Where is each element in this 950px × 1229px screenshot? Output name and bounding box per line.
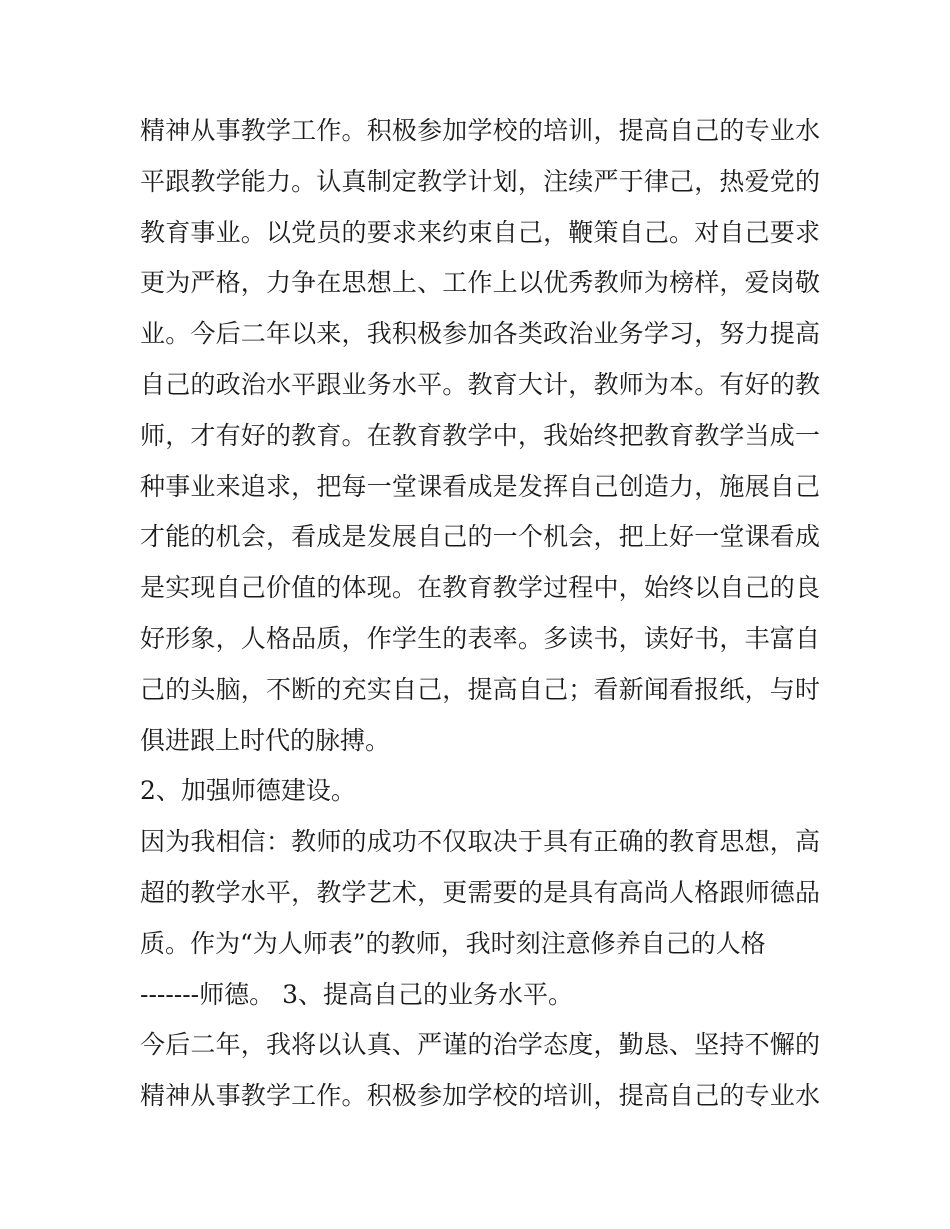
text-line: 是实现自己价值的体现。在教育教学过程中，始终以自己的良 [140, 573, 820, 603]
text-line: 超的教学水平，教学艺术，更需要的是具有高尚人格跟师德品 [140, 877, 820, 907]
text-line: 俱进跟上时代的脉搏。 [140, 725, 391, 755]
text-line: 精神从事教学工作。积极参加学校的培训，提高自己的专业水 [140, 116, 820, 145]
text-line: 今后二年，我将以认真、严谨的治学态度，勤恳、坚持不懈的 [140, 1030, 820, 1060]
section-heading: -------师德。 3、提高自己的业务水平。 [140, 979, 573, 1009]
text-line: 平跟教学能力。认真制定教学计划，注续严于律己，热爱党的 [140, 166, 820, 196]
text-line: 因为我相信：教师的成功不仅取决于具有正确的教育思想，高 [140, 827, 820, 857]
document-body [140, 106, 820, 1122]
text-line: 业。今后二年以来，我积极参加各类政治业务学习，努力提高 [140, 319, 820, 349]
text-line: 精神从事教学工作。积极参加学校的培训，提高自己的专业水 [140, 1081, 820, 1111]
text-line: 己的头脑，不断的充实自己，提高自己；看新闻看报纸，与时 [140, 674, 820, 704]
text-line: 更为严格，力争在思想上、工作上以优秀教师为榜样，爱岗敬 [140, 268, 820, 298]
section-heading: 2、加强师德建设。 [140, 776, 356, 806]
text-line: 种事业来追求，把每一堂课看成是发挥自己创造力，施展自己 [140, 471, 820, 501]
text-line: 自己的政治水平跟业务水平。教育大计，教师为本。有好的教 [140, 369, 820, 399]
text-line: 质。作为“为人师表”的教师，我时刻注意修养自己的人格 [140, 928, 766, 958]
text-line: 师，才有好的教育。在教育教学中，我始终把教育教学当成一 [140, 420, 820, 450]
text-line: 才能的机会，看成是发展自己的一个机会，把上好一堂课看成 [140, 522, 820, 552]
text-line: 教育事业。以党员的要求来约束自己，鞭策自己。对自己要求 [140, 217, 820, 247]
text-line: 好形象，人格品质，作学生的表率。多读书，读好书，丰富自 [140, 623, 820, 653]
